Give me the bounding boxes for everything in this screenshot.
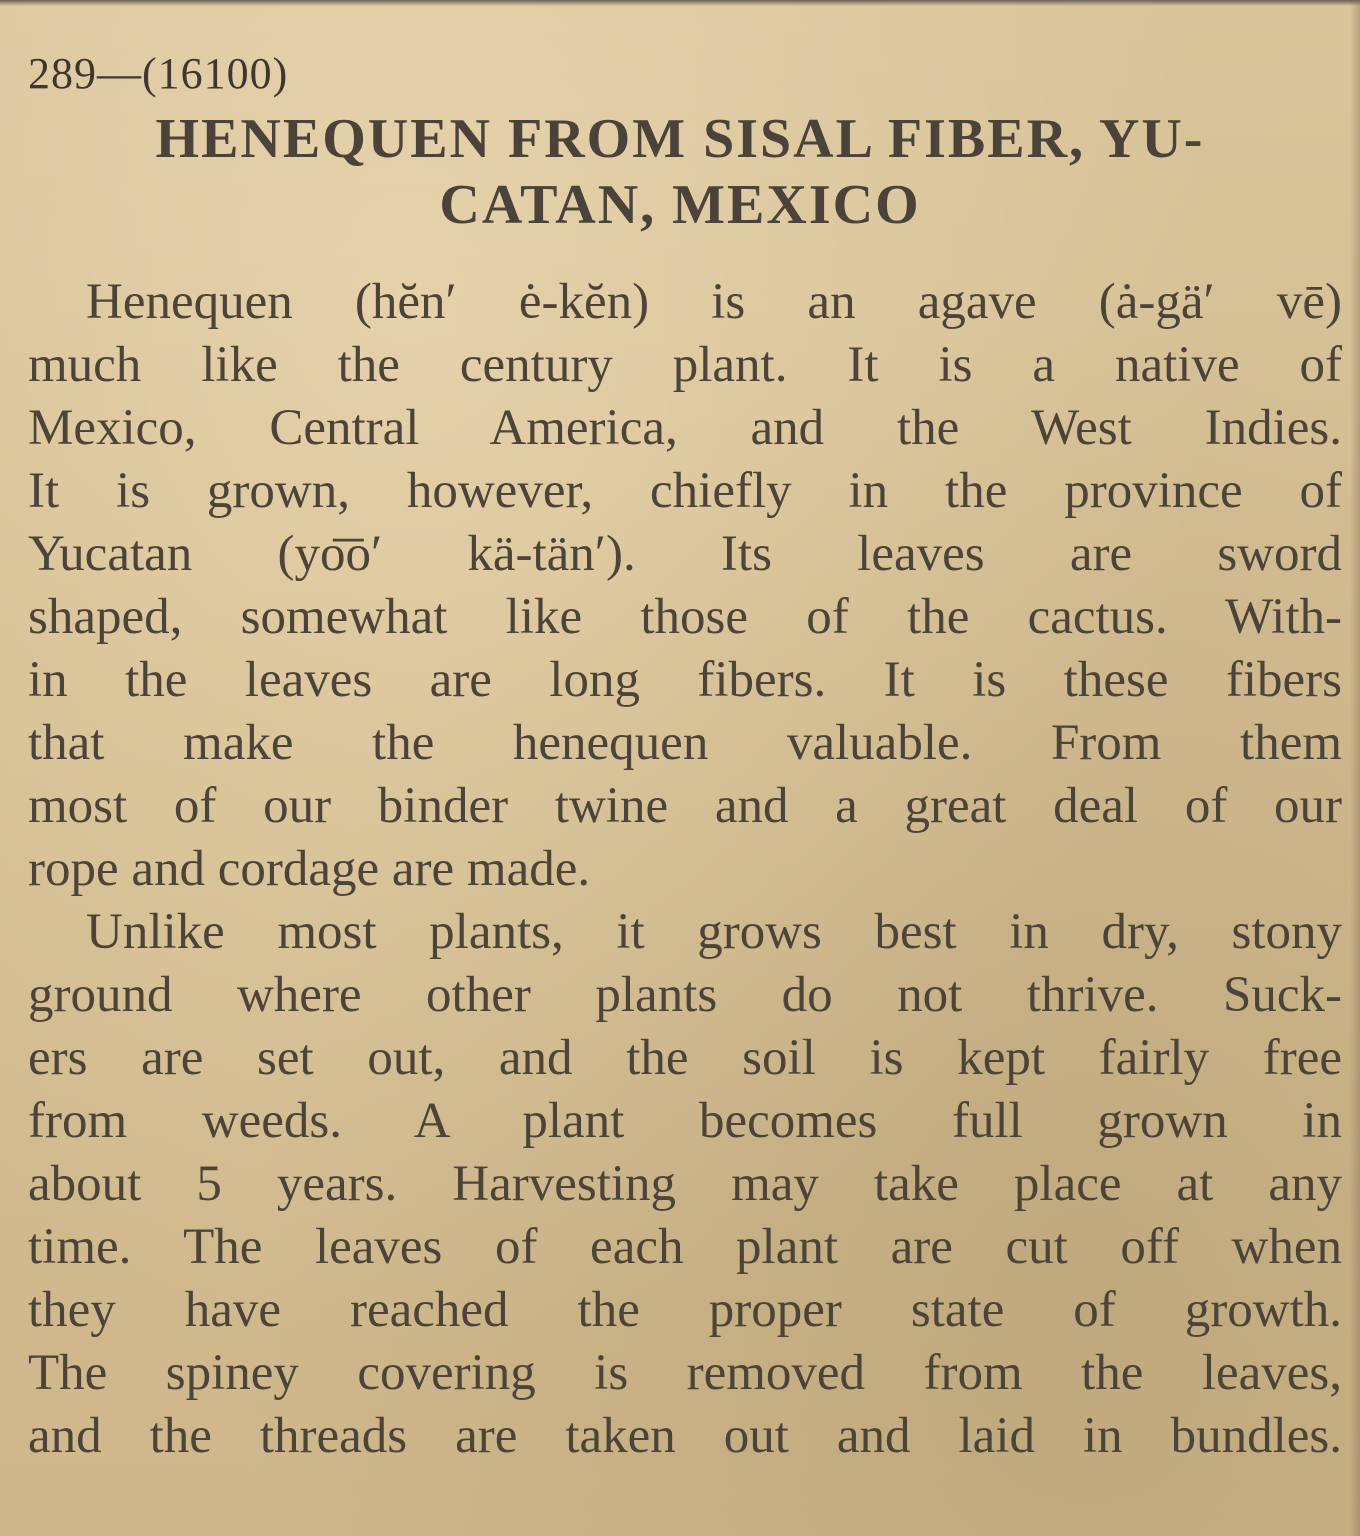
text-line: and the threads are taken out and laid in bundles. bbox=[28, 1408, 1342, 1464]
text-line: most of our binder twine and a great deal of our bbox=[28, 778, 1342, 834]
text-line: ers are set out, and the soil is kept fairly free bbox=[28, 1030, 1342, 1086]
text-line: ground where other plants do not thrive. Suck- bbox=[28, 967, 1342, 1023]
text-line: shaped, somewhat like those of the cactus. With- bbox=[28, 589, 1342, 645]
card-number: 289—(16100) bbox=[28, 49, 289, 98]
text-line: much like the century plant. It is a native of bbox=[28, 337, 1342, 393]
text-line: time. The leaves of each plant are cut off when bbox=[28, 1219, 1342, 1275]
paragraph-1 bbox=[28, 271, 1342, 901]
title-line: HENEQUEN FROM SISAL FIBER, YU- bbox=[155, 108, 1205, 170]
text-line: It is grown, however, chiefly in the province of bbox=[28, 463, 1342, 519]
card-title bbox=[30, 106, 1330, 238]
title-line: CATAN, MEXICO bbox=[439, 174, 921, 236]
text-line: they have reached the proper state of growth. bbox=[28, 1282, 1342, 1338]
text-line: rope and cordage are made. bbox=[28, 841, 591, 897]
text-line: in the leaves are long fibers. It is these fibers bbox=[28, 652, 1342, 708]
text-line: Henequen (hĕn′ ė-kĕn) is an agave (ȧ-gä′ vē) bbox=[86, 274, 1342, 330]
card-body bbox=[28, 271, 1342, 1468]
text-line: that make the henequen valuable. From them bbox=[28, 715, 1342, 771]
text-line: The spiney covering is removed from the leaves, bbox=[28, 1345, 1342, 1401]
text-line: from weeds. A plant becomes full grown in bbox=[28, 1093, 1342, 1149]
text-line: Unlike most plants, it grows best in dry, stony bbox=[86, 904, 1342, 960]
text-line: Mexico, Central America, and the West Indies. bbox=[28, 400, 1342, 456]
text-line: about 5 years. Harvesting may take place at any bbox=[28, 1156, 1342, 1212]
paragraph-2 bbox=[28, 901, 1342, 1468]
text-line: Yucatan (yo͞o′ kä-tän′). Its leaves are sword bbox=[28, 526, 1342, 582]
